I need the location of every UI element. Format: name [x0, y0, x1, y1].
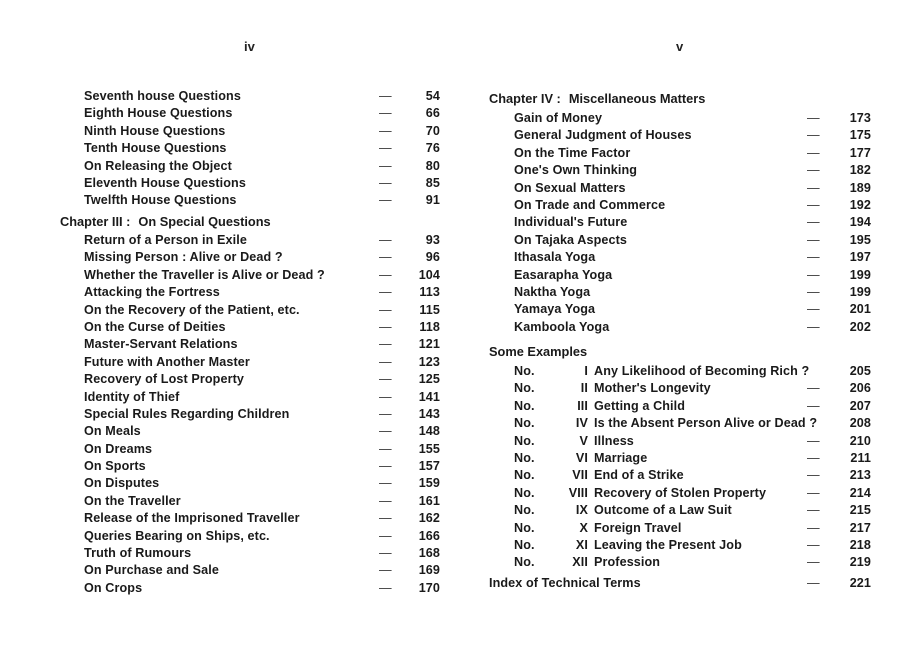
entry-page: 175: [849, 128, 871, 143]
entry-dash: —: [807, 128, 820, 143]
entry-dash: —: [379, 354, 392, 369]
example-title: Is the Absent Person Alive or Dead ?: [594, 416, 818, 431]
entry-dash: —: [807, 503, 820, 518]
chapter-label: Chapter IV :: [489, 91, 561, 106]
entry-title: Recovery of Lost Property: [84, 372, 244, 387]
examples-heading: [489, 343, 789, 361]
entry-page: 168: [418, 546, 440, 561]
example-entry[interactable]: [514, 537, 874, 554]
toc-entry[interactable]: [514, 145, 874, 162]
entry-page: 169: [418, 563, 440, 578]
entry-page: 202: [849, 319, 871, 334]
example-no: No.: [514, 468, 535, 483]
entry-dash: —: [807, 215, 820, 230]
entry-title: On the Traveller: [84, 493, 181, 508]
example-entry[interactable]: [514, 363, 874, 380]
toc-entry[interactable]: [84, 319, 444, 336]
entry-title: Seventh house Questions: [84, 89, 241, 103]
toc-entry[interactable]: [84, 545, 444, 562]
entry-dash: —: [379, 389, 392, 404]
toc-entry[interactable]: [84, 105, 444, 122]
entry-title: On Purchase and Sale: [84, 563, 219, 578]
toc-entry[interactable]: [84, 267, 444, 284]
entry-title: On Sexual Matters: [514, 180, 626, 195]
toc-entry[interactable]: [84, 406, 444, 423]
example-no: No.: [514, 433, 535, 448]
entry-title: On Releasing the Object: [84, 158, 232, 173]
toc-entry[interactable]: [84, 528, 444, 545]
toc-entry[interactable]: [514, 197, 874, 214]
entry-page: 218: [849, 537, 871, 552]
toc-entry[interactable]: [84, 580, 444, 597]
entry-dash: —: [807, 485, 820, 500]
example-title: Getting a Child: [594, 398, 686, 413]
entry-title: On Meals: [84, 424, 141, 439]
entry-title: Yamaya Yoga: [514, 302, 596, 317]
entry-dash: —: [379, 372, 392, 387]
toc-entry[interactable]: [514, 214, 874, 231]
entry-title: Ithasala Yoga: [514, 250, 596, 265]
entry-title: Tenth House Questions: [84, 141, 227, 156]
example-roman-numeral: IV: [575, 416, 588, 431]
example-entry[interactable]: [514, 520, 874, 537]
example-no: No.: [514, 381, 535, 396]
example-title: Recovery of Stolen Property: [594, 485, 767, 500]
page-number-right: v: [676, 39, 684, 54]
example-title: Foreign Travel: [594, 520, 682, 535]
entry-page: 215: [849, 503, 871, 518]
toc-entry[interactable]: [84, 371, 444, 388]
entry-page: 80: [425, 158, 440, 173]
entry-dash: —: [807, 576, 820, 590]
entry-dash: —: [379, 528, 392, 543]
example-no: No.: [514, 555, 535, 570]
entry-dash: —: [379, 285, 392, 300]
entry-dash: —: [807, 163, 820, 178]
example-roman-numeral: VIII: [568, 485, 588, 500]
entry-dash: —: [379, 158, 392, 173]
entry-page: 192: [849, 197, 871, 212]
example-entry[interactable]: [514, 502, 874, 519]
example-title: Outcome of a Law Suit: [594, 503, 732, 518]
entry-page: 182: [849, 163, 871, 178]
entry-page: 93: [425, 233, 440, 247]
entry-page: 199: [849, 267, 871, 282]
toc-entry[interactable]: [84, 123, 444, 140]
toc-entry[interactable]: [84, 441, 444, 458]
chapter-name: On Special Questions: [138, 214, 271, 229]
toc-entry[interactable]: [84, 192, 444, 209]
entry-page: 70: [425, 123, 440, 138]
entry-page: 115: [419, 302, 440, 317]
example-no: No.: [514, 364, 535, 378]
entry-dash: —: [807, 111, 820, 125]
example-entry[interactable]: [514, 554, 874, 571]
entry-page: 118: [419, 319, 440, 334]
entry-dash: —: [379, 319, 392, 334]
entry-dash: —: [379, 493, 392, 508]
entry-page: 211: [850, 450, 871, 465]
entry-title: Gain of Money: [514, 111, 603, 125]
toc-entry[interactable]: [514, 249, 874, 266]
entry-page: 170: [418, 580, 440, 595]
entry-title: Missing Person : Alive or Dead ?: [84, 250, 283, 265]
entry-dash: —: [807, 145, 820, 160]
entry-page: 210: [849, 433, 871, 448]
entry-page: 66: [425, 106, 440, 121]
example-roman-numeral: X: [579, 520, 588, 535]
entry-page: 148: [418, 424, 440, 439]
example-entry[interactable]: [514, 450, 874, 467]
entry-title: Eighth House Questions: [84, 106, 233, 121]
toc-entry[interactable]: [84, 284, 444, 301]
toc-entry[interactable]: [84, 493, 444, 510]
entry-page: 189: [849, 180, 871, 195]
examples-heading-text: Some Examples: [489, 344, 588, 359]
toc-entry[interactable]: [84, 336, 444, 353]
entry-page: 91: [425, 193, 440, 208]
entry-dash: —: [379, 337, 392, 352]
entry-title: Release of the Imprisoned Traveller: [84, 511, 300, 526]
example-roman-numeral: XII: [572, 555, 588, 570]
toc-entry[interactable]: [84, 562, 444, 579]
entry-page: 125: [418, 372, 440, 387]
toc-entry[interactable]: [84, 175, 444, 192]
chapter-name: Miscellaneous Matters: [568, 91, 706, 106]
entry-page: 121: [418, 337, 440, 352]
entry-page: 123: [418, 354, 440, 369]
entry-page: 159: [418, 476, 440, 491]
examples-list: [514, 363, 874, 572]
chapter-label: Chapter III :: [60, 214, 131, 229]
entry-dash: —: [807, 302, 820, 317]
example-no: No.: [514, 398, 535, 413]
entry-page: 207: [849, 398, 871, 413]
toc-entry[interactable]: [514, 110, 874, 127]
entry-dash: —: [379, 511, 392, 526]
entry-title: Twelfth House Questions: [84, 193, 237, 208]
toc-entry[interactable]: [84, 354, 444, 371]
example-title: Profession: [594, 555, 661, 570]
toc-entry[interactable]: [514, 319, 874, 336]
entry-dash: —: [379, 175, 392, 190]
example-roman-numeral: VII: [572, 468, 588, 483]
example-roman-numeral: XI: [575, 537, 588, 552]
entry-page: 199: [849, 284, 871, 299]
entry-page: 214: [849, 485, 871, 500]
entry-dash: —: [379, 476, 392, 491]
entry-title: Easarapha Yoga: [514, 267, 613, 282]
toc-entry[interactable]: [514, 267, 874, 284]
toc-entry[interactable]: [514, 284, 874, 301]
entry-page: 113: [419, 285, 440, 300]
entry-dash: —: [379, 406, 392, 421]
entry-page: 161: [418, 493, 440, 508]
example-entry[interactable]: [514, 380, 874, 397]
entry-dash: —: [379, 441, 392, 456]
entry-page: 166: [418, 528, 440, 543]
example-no: No.: [514, 503, 535, 518]
entry-title: Individual's Future: [514, 215, 628, 230]
entry-page: 155: [418, 441, 440, 456]
entry-title: Kamboola Yoga: [514, 319, 610, 334]
toc-entry[interactable]: [84, 140, 444, 157]
entry-page: 208: [849, 416, 871, 431]
entry-title: Attacking the Fortress: [84, 285, 220, 300]
toc-list-left-top: [84, 88, 444, 210]
entry-dash: —: [379, 233, 392, 247]
entry-dash: —: [379, 563, 392, 578]
chapter-heading-iii: [60, 213, 440, 231]
toc-entry[interactable]: [84, 389, 444, 406]
entry-title: Truth of Rumours: [84, 546, 192, 561]
entry-title: On the Recovery of the Patient, etc.: [84, 302, 300, 317]
entry-title: General Judgment of Houses: [514, 128, 692, 143]
toc-entry[interactable]: [84, 302, 444, 319]
entry-title: On Crops: [84, 580, 143, 595]
entry-page: 195: [849, 232, 871, 247]
entry-dash: —: [807, 197, 820, 212]
example-no: No.: [514, 485, 535, 500]
entry-dash: —: [379, 123, 392, 138]
entry-dash: —: [379, 250, 392, 265]
example-no: No.: [514, 416, 535, 431]
entry-title: On Tajaka Aspects: [514, 232, 627, 247]
entry-page: 217: [849, 520, 871, 535]
entry-page: 213: [849, 468, 871, 483]
toc-entry[interactable]: [84, 510, 444, 527]
entry-dash: —: [807, 267, 820, 282]
example-title: End of a Strike: [594, 468, 684, 483]
example-roman-numeral: II: [580, 381, 588, 396]
example-entry[interactable]: [514, 398, 874, 415]
example-roman-numeral: V: [579, 433, 588, 448]
entry-dash: —: [807, 555, 820, 570]
index-entry: [489, 575, 874, 592]
toc-list-right: [514, 110, 874, 336]
entry-dash: —: [807, 232, 820, 247]
entry-dash: —: [807, 468, 820, 483]
entry-page: 96: [425, 250, 440, 265]
entry-dash: —: [807, 450, 820, 465]
entry-dash: —: [379, 141, 392, 156]
example-roman-numeral: VI: [575, 450, 588, 465]
entry-dash: —: [379, 106, 392, 121]
toc-entry[interactable]: [514, 162, 874, 179]
entry-dash: —: [807, 250, 820, 265]
entry-page: 197: [849, 250, 871, 265]
entry-dash: —: [807, 433, 820, 448]
entry-dash: —: [379, 546, 392, 561]
entry-title: One's Own Thinking: [514, 163, 638, 178]
entry-title: On Trade and Commerce: [514, 197, 666, 212]
entry-title: Naktha Yoga: [514, 284, 591, 299]
example-no: No.: [514, 537, 535, 552]
index-of-terms-entry[interactable]: [489, 575, 874, 592]
entry-page: 173: [849, 111, 871, 125]
entry-page: 201: [849, 302, 871, 317]
chapter-heading-iv: [489, 90, 869, 108]
entry-title: On the Curse of Deities: [84, 319, 226, 334]
toc-entry[interactable]: [514, 232, 874, 249]
entry-page: 143: [418, 406, 440, 421]
entry-title: On Sports: [84, 459, 146, 474]
toc-entry[interactable]: [84, 232, 444, 249]
example-entry[interactable]: [514, 485, 874, 502]
example-title: Any Likelihood of Becoming Rich ?: [594, 364, 810, 378]
toc-entry[interactable]: [84, 475, 444, 492]
entry-dash: —: [379, 424, 392, 439]
example-entry[interactable]: [514, 433, 874, 450]
entry-title: Identity of Thief: [84, 389, 180, 404]
entry-page: 141: [418, 389, 440, 404]
entry-dash: —: [379, 580, 392, 595]
example-title: Illness: [594, 433, 634, 448]
entry-title: Eleventh House Questions: [84, 175, 246, 190]
entry-page: 177: [849, 145, 871, 160]
toc-entry[interactable]: [84, 458, 444, 475]
example-roman-numeral: I: [584, 364, 588, 378]
entry-title: Index of Technical Terms: [489, 576, 641, 590]
entry-dash: —: [807, 398, 820, 413]
entry-title: Ninth House Questions: [84, 123, 226, 138]
example-roman-numeral: III: [577, 398, 588, 413]
entry-page: 76: [425, 141, 440, 156]
entry-dash: —: [379, 459, 392, 474]
entry-title: Future with Another Master: [84, 354, 250, 369]
entry-title: On Disputes: [84, 476, 160, 491]
entry-title: On Dreams: [84, 441, 153, 456]
example-title: Marriage: [594, 450, 648, 465]
example-roman-numeral: IX: [575, 503, 588, 518]
entry-dash: —: [807, 381, 820, 396]
toc-entry[interactable]: [514, 180, 874, 197]
example-title: Mother's Longevity: [594, 381, 711, 396]
example-entry[interactable]: [514, 467, 874, 484]
entry-page: 157: [418, 459, 440, 474]
example-title: Leaving the Present Job: [594, 537, 742, 552]
page-number-left: iv: [244, 39, 255, 54]
toc-list-left: [84, 232, 444, 597]
entry-dash: —: [379, 89, 392, 103]
entry-dash: —: [807, 537, 820, 552]
entry-title: Return of a Person in Exile: [84, 233, 247, 247]
entry-page: 85: [425, 175, 440, 190]
entry-title: On the Time Factor: [514, 145, 631, 160]
entry-dash: —: [379, 193, 392, 208]
entry-page: 206: [849, 381, 871, 396]
entry-page: 219: [849, 555, 871, 570]
example-entry[interactable]: [514, 415, 874, 432]
entry-title: Master-Servant Relations: [84, 337, 238, 352]
example-no: No.: [514, 520, 535, 535]
entry-dash: —: [379, 302, 392, 317]
toc-entry[interactable]: [84, 423, 444, 440]
toc-entry[interactable]: [84, 88, 444, 105]
entry-page: 194: [849, 215, 871, 230]
toc-entry[interactable]: [514, 127, 874, 144]
toc-entry[interactable]: [514, 301, 874, 318]
entry-title: Special Rules Regarding Children: [84, 406, 290, 421]
example-no: No.: [514, 450, 535, 465]
entry-dash: —: [807, 284, 820, 299]
entry-dash: —: [807, 520, 820, 535]
entry-title: Queries Bearing on Ships, etc.: [84, 528, 270, 543]
entry-page: 104: [418, 267, 440, 282]
entry-page: 162: [418, 511, 440, 526]
entry-page: 205: [849, 364, 871, 378]
entry-dash: —: [379, 267, 392, 282]
entry-title: Whether the Traveller is Alive or Dead ?: [84, 267, 325, 282]
entry-dash: —: [807, 319, 820, 334]
entry-page: 54: [425, 89, 440, 103]
toc-entry[interactable]: [84, 158, 444, 175]
entry-dash: —: [807, 180, 820, 195]
toc-entry[interactable]: [84, 249, 444, 266]
entry-page: 221: [849, 576, 871, 590]
